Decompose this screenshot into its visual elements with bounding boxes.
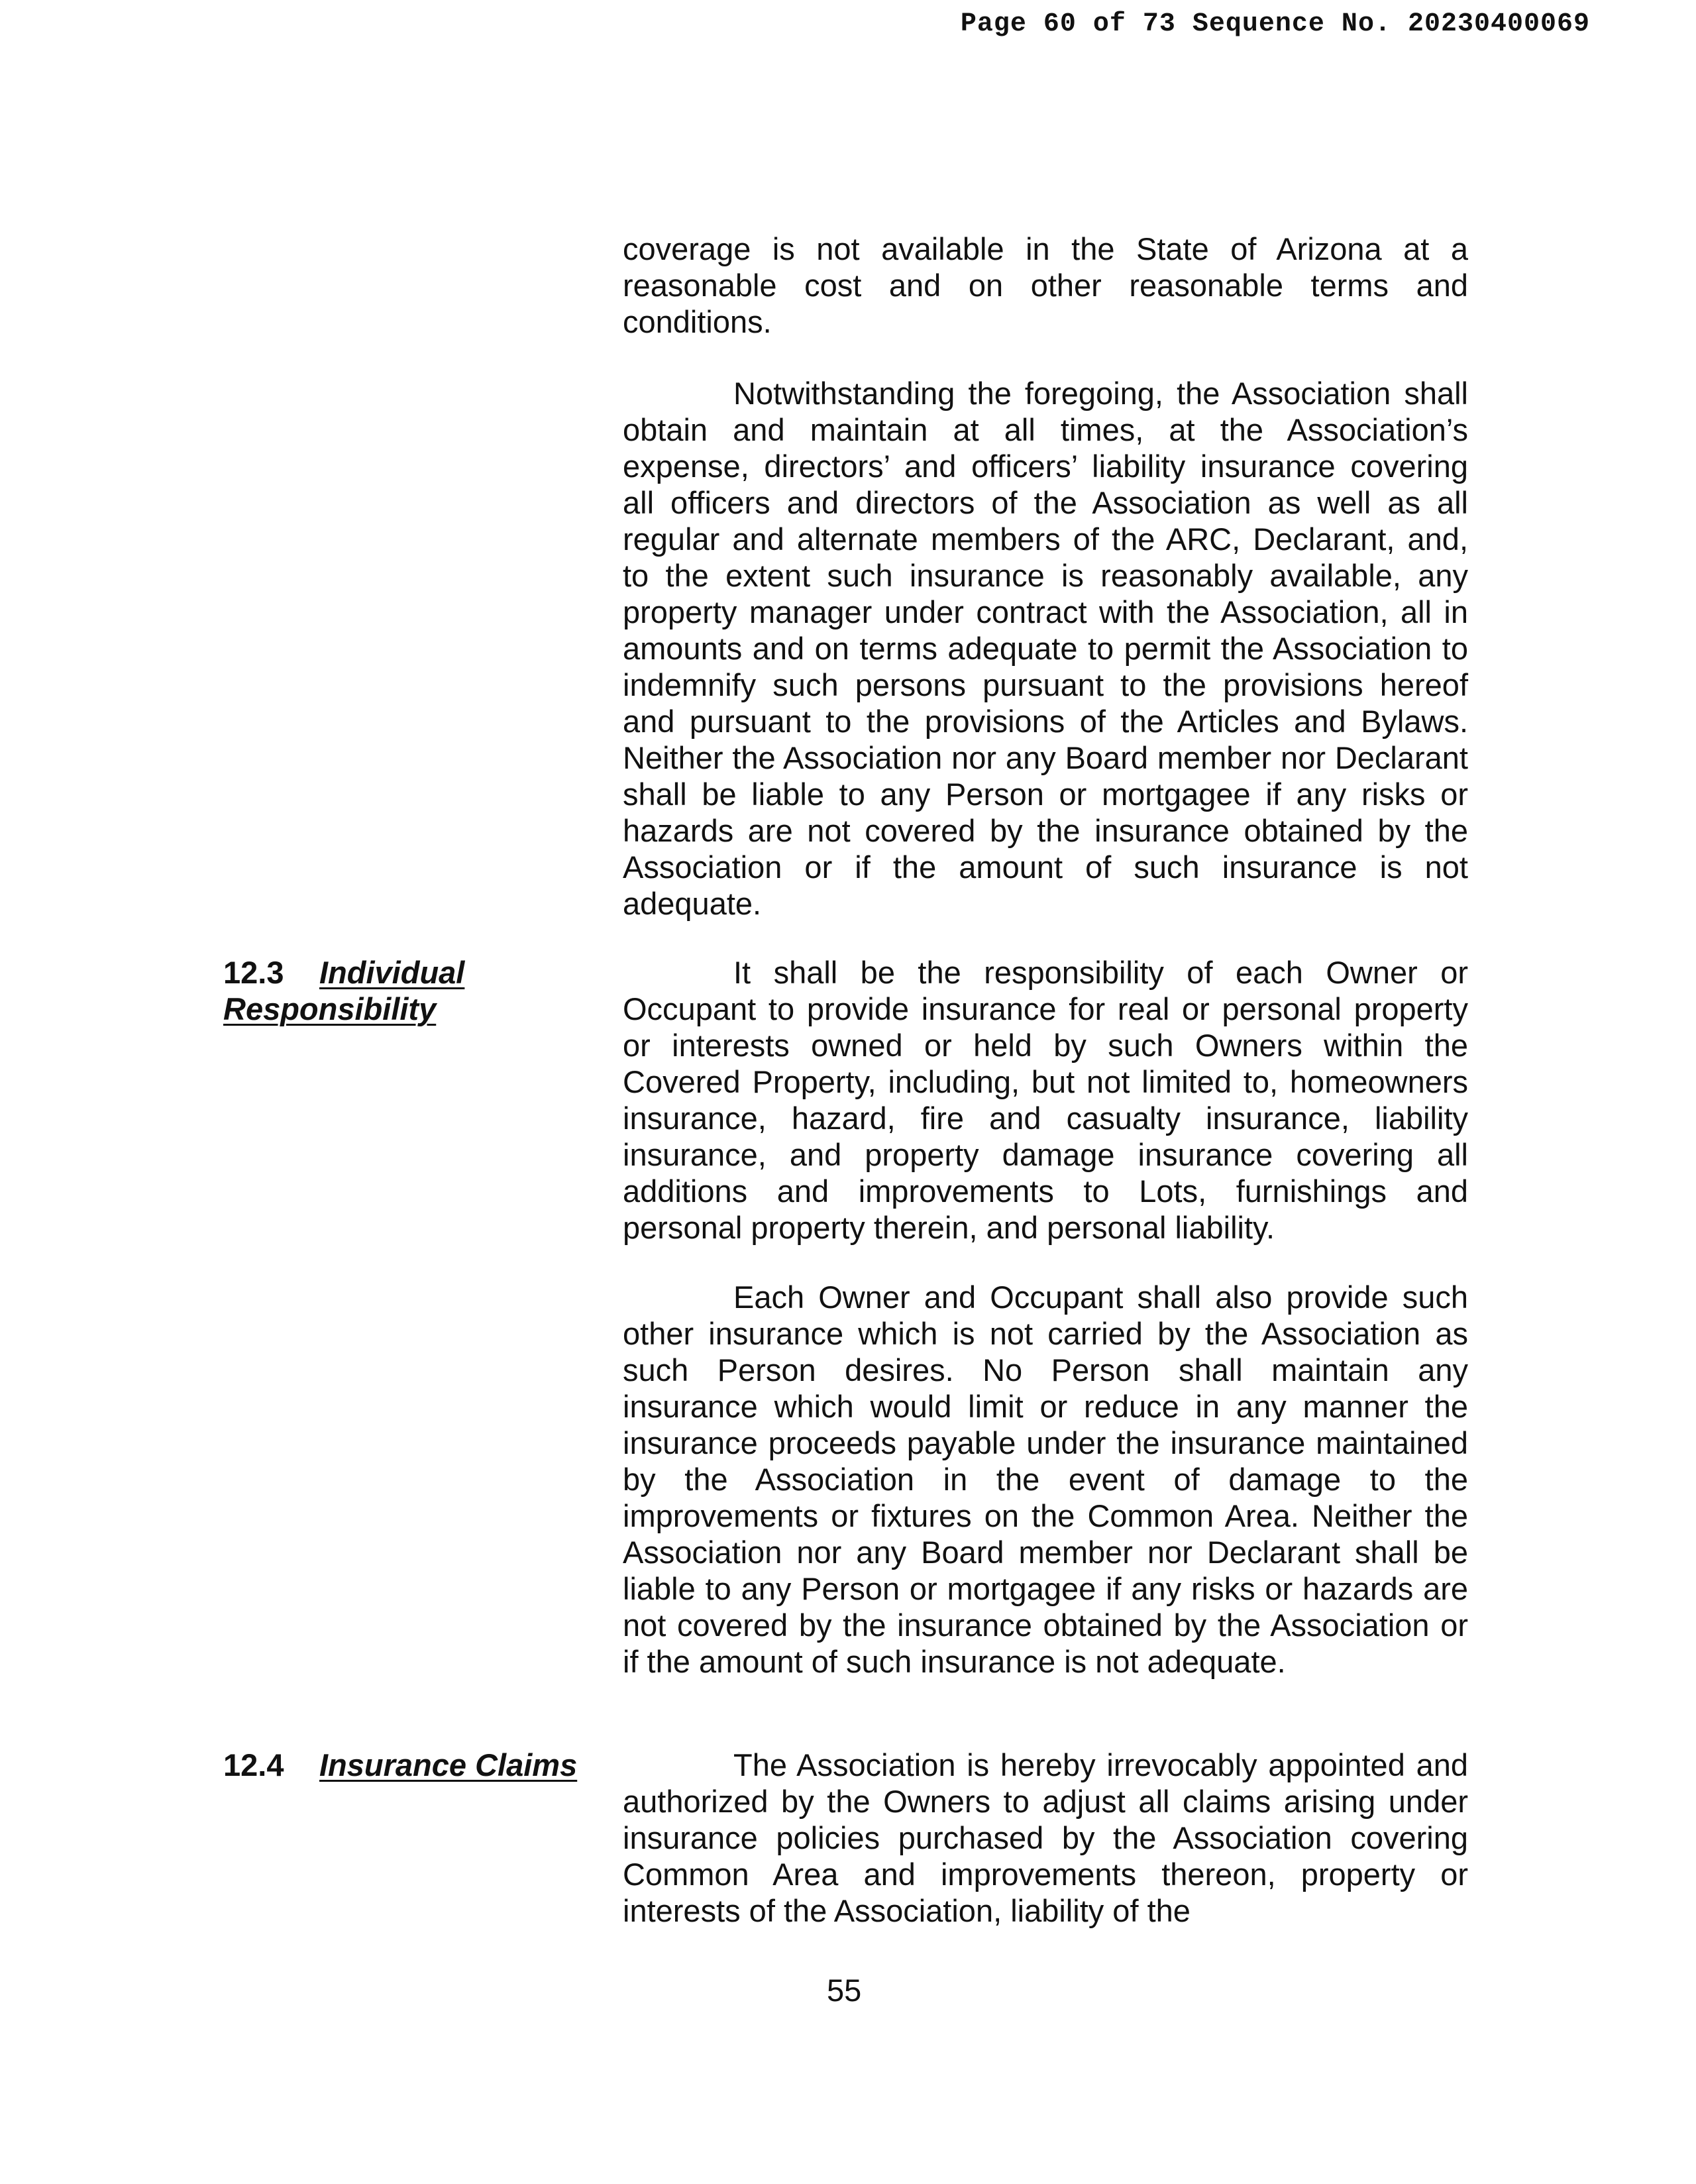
paragraph-individual-responsibility: It shall be the responsibility of each Owner or Occupant to provide insurance for real or personal property or interests owned or held by such Owners within the Covered Property, including, but not limited to, homeowners insurance, hazard, fire and casualty insurance, liability insurance, and property damage insurance covering all additions and improvements to Lots, furnishings and personal property therein, and personal liability. (623, 955, 1468, 1245)
page-number: 55 (827, 1973, 862, 2008)
section-number: 12.4 (223, 1747, 284, 1782)
paragraph-owner-occupant-insurance: Each Owner and Occupant shall also provide such other insurance which is not carried by the Association as such Person desires. No Person shall maintain any insurance which would limit or reduce in any manner the insurance proceeds payable under the insurance maintained by the Association in the event of damage to the improvements or fixtures on the Common Area. Neither the Association nor any Board member nor Declarant shall be liable to any Person or mortgagee if any risks or hazards are not covered by the insurance obtained by the Association or if the amount of such insurance is not adequate. (623, 1280, 1468, 1679)
section-title: Individual (319, 955, 465, 990)
paragraph-directors-officers-insurance: Notwithstanding the foregoing, the Association shall obtain and maintain at all times, at the Association’s expense, directors’ and officers’ liability insurance covering all officers and directors of the Association as well as all regular and alternate members of the ARC, Declarant, and, to the extent such insurance is reasonably available, any property manager under contract with the Association, all in amounts and on terms adequate to permit the Association to indemnify such persons pursuant to the provisions hereof and pursuant to the provisions of the Articles and Bylaws. Neither the Association nor any Board member nor Declarant shall be liable to any Person or mortgagee if any risks or hazards are not covered by the insurance obtained by the Association or if the amount of such insurance is not adequate. (623, 376, 1468, 921)
section-title-line-2: Responsibility (223, 991, 437, 1026)
paragraph-coverage-continuation: coverage is not available in the State of Arizona at a reasonable cost and on other reasonable terms and conditions. (623, 231, 1468, 339)
section-number: 12.3 (223, 955, 284, 990)
section-title: Insurance Claims (319, 1747, 578, 1782)
page-sequence-header: Page 60 of 73 Sequence No. 20230400069 (960, 9, 1590, 39)
section-heading-12-3 (223, 954, 464, 1027)
section-heading-12-4 (223, 1747, 577, 1783)
paragraph-insurance-claims: The Association is hereby irrevocably appointed and authorized by the Owners to adjust all claims arising under insurance policies purchased by the Association covering Common Area and improvements thereon, property or interests of the Association, liability of the (623, 1747, 1468, 1928)
